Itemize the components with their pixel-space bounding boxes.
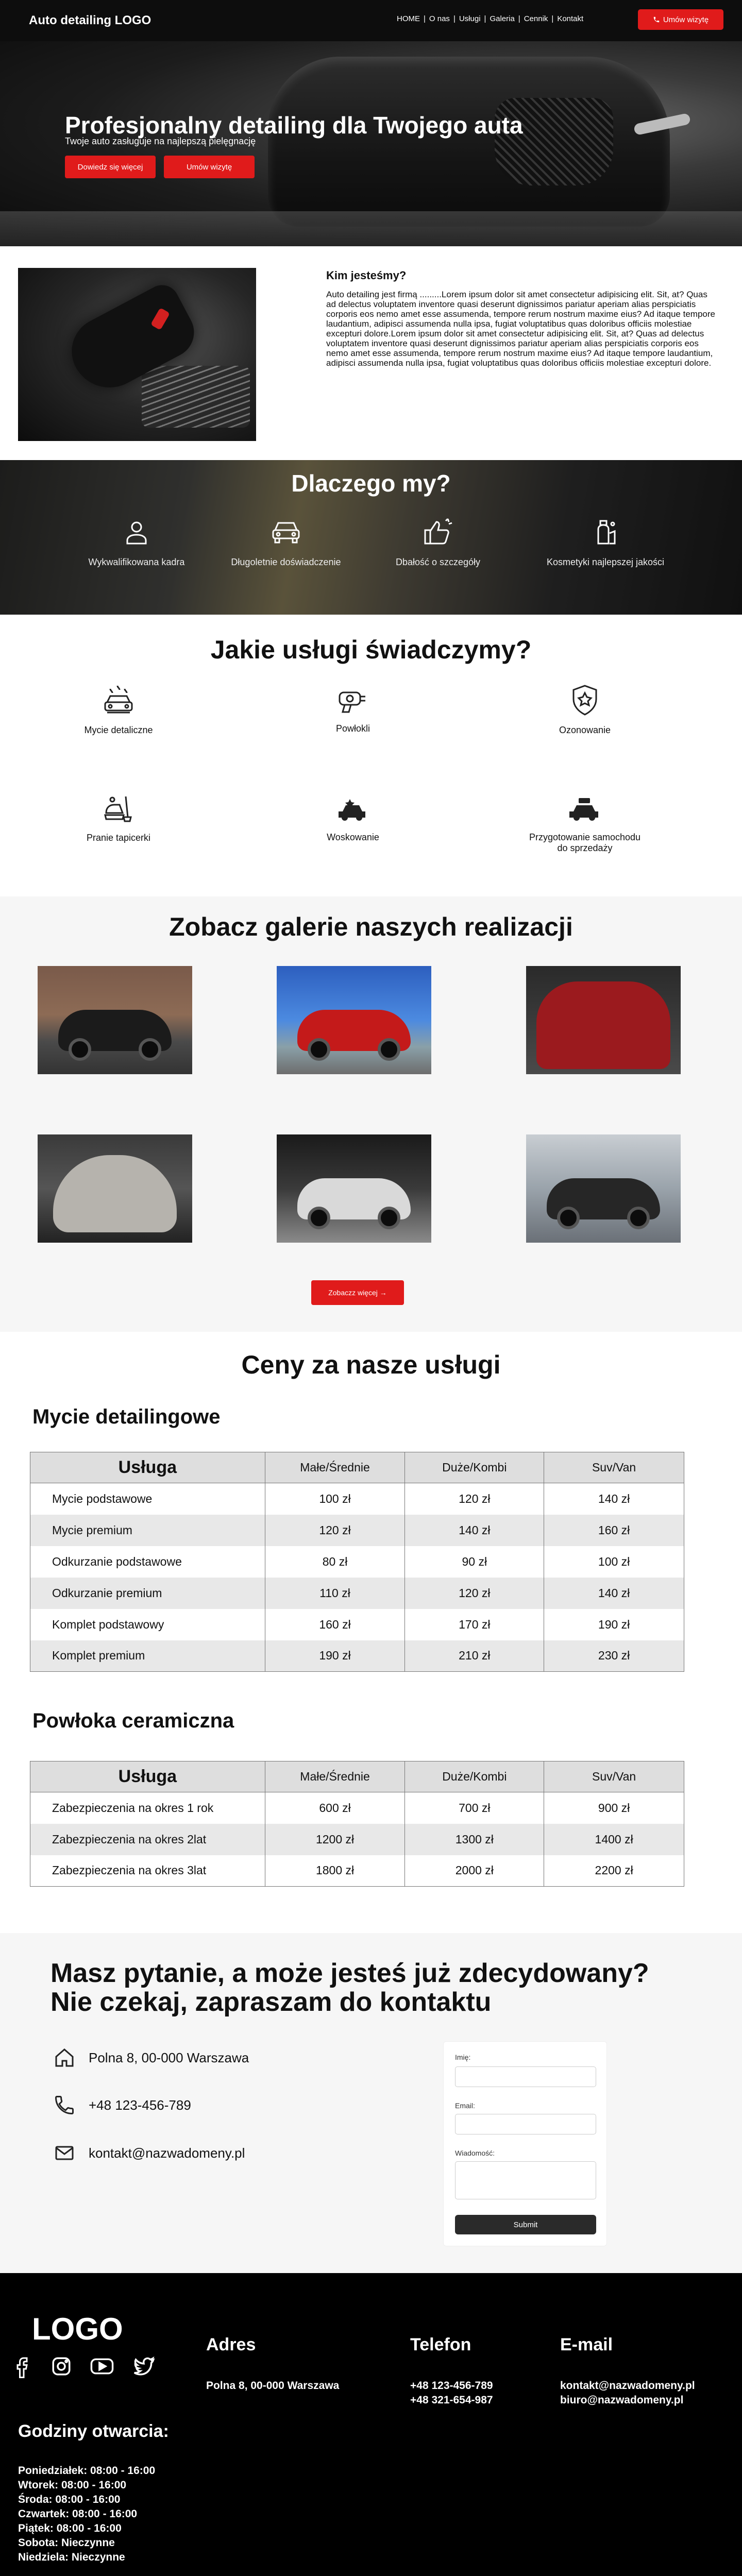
service-item: [523, 796, 647, 854]
table-header: Suv/Van: [544, 1452, 684, 1483]
table-cell: Odkurzanie podstawowe: [30, 1546, 265, 1578]
ozone-shield-icon: [569, 683, 601, 718]
prices-title: Ceny za nasze usługi: [241, 1350, 501, 1379]
gallery-car-wheel: [308, 1207, 330, 1229]
table-cell: 900 zł: [544, 1792, 684, 1824]
navbar: [0, 0, 742, 41]
car-wash-icon: [100, 683, 137, 718]
gallery-section: [0, 896, 742, 1332]
table-header-row: [30, 1452, 684, 1483]
table-cell: 90 zł: [405, 1546, 544, 1578]
hero-subtitle: Twoje auto zasługuje na najlepszą pielęgnację: [65, 136, 256, 146]
gallery-car-wheel: [378, 1038, 400, 1061]
nav-separator: |: [551, 14, 554, 23]
hours-row: Czwartek: 08:00 - 16:00: [18, 2508, 138, 2520]
about-image: [18, 268, 256, 441]
person-icon: [122, 518, 151, 547]
table-cell: 110 zł: [265, 1578, 405, 1609]
contact-email-text[interactable]: kontakt@nazwadomeny.pl: [89, 2145, 245, 2161]
why-feature-label: Kosmetyki najlepszej jakości: [546, 557, 665, 567]
service-label: Powłokli: [335, 723, 370, 734]
table-cell: 140 zł: [544, 1578, 684, 1609]
hours-row: Niedziela: Nieczynne: [18, 2551, 125, 2563]
gallery-car: [536, 981, 670, 1069]
why-us-title: Dlaczego my?: [291, 470, 451, 497]
table-header: Usługa: [30, 1452, 265, 1483]
table-cell: 1200 zł: [265, 1824, 405, 1855]
hours-row: Sobota: Nieczynne: [18, 2537, 115, 2549]
table-cell: 190 zł: [265, 1640, 405, 1672]
why-feature-label: Długoletnie doświadczenie: [231, 557, 341, 567]
site-logo[interactable]: Auto detailing LOGO: [29, 13, 151, 27]
phone-icon: [653, 16, 660, 23]
gallery-car-wheel: [557, 1207, 580, 1229]
table-cell: 140 zł: [544, 1483, 684, 1515]
gallery-car-wheel: [139, 1038, 161, 1061]
table-row: [30, 1855, 684, 1887]
service-item: [57, 792, 180, 843]
footer-emails: [560, 2379, 695, 2408]
footer-phones: [410, 2379, 493, 2408]
form-message-textarea[interactable]: [455, 2161, 596, 2199]
why-feature-label: Wykwalifikowana kadra: [88, 557, 185, 567]
gallery-car-wheel: [378, 1207, 400, 1229]
form-name-label: Imię:: [455, 2053, 471, 2061]
gallery-car-wheel: [308, 1038, 330, 1061]
twitter-icon[interactable]: [132, 2355, 157, 2377]
why-feature: [209, 518, 363, 568]
car-icon: [270, 518, 302, 547]
table-cell: 120 zł: [265, 1515, 405, 1546]
hero-section: [0, 41, 742, 246]
gallery-photo[interactable]: [526, 1134, 681, 1243]
ceramic-price-table: [30, 1761, 684, 1887]
mail-icon: [53, 2142, 76, 2164]
table-cell: 160 zł: [544, 1515, 684, 1546]
service-item: [291, 686, 415, 734]
nav-link-about[interactable]: O nas: [429, 14, 450, 23]
table-header-row: [30, 1761, 684, 1792]
table-row: [30, 1578, 684, 1609]
table-cell: 1400 zł: [544, 1824, 684, 1855]
detailing-prices-title: Mycie detailingowe: [32, 1405, 221, 1428]
table-cell: 80 zł: [265, 1546, 405, 1578]
table-header: Małe/Średnie: [265, 1452, 405, 1483]
table-row: [30, 1824, 684, 1855]
form-email-input[interactable]: [455, 2114, 596, 2134]
table-cell: 1800 zł: [265, 1855, 405, 1887]
footer-phone[interactable]: +48 321-654-987: [410, 2394, 493, 2406]
table-row: [30, 1792, 684, 1824]
contact-email: [53, 2142, 245, 2164]
social-links: [14, 2355, 157, 2379]
table-cell: Zabezpieczenia na okres 3lat: [30, 1855, 265, 1887]
contact-phone-text[interactable]: +48 123-456-789: [89, 2097, 191, 2113]
gallery-photo[interactable]: [526, 966, 681, 1074]
cosmetics-bottle-icon: [591, 518, 620, 547]
why-feature-label: Dbałość o szczegóły: [395, 557, 481, 567]
form-submit-button[interactable]: Submit: [455, 2215, 596, 2234]
table-cell: Zabezpieczenia na okres 2lat: [30, 1824, 265, 1855]
table-cell: 190 zł: [544, 1609, 684, 1640]
service-item: [523, 683, 647, 736]
nav-link-home[interactable]: HOME: [397, 14, 420, 23]
contact-section: [0, 1933, 742, 2273]
contact-form: [443, 2041, 607, 2246]
hero-learn-more-button[interactable]: Dowiedz się więcej: [65, 156, 156, 178]
table-header: Małe/Średnie: [265, 1761, 405, 1792]
nav-separator: |: [484, 14, 486, 23]
table-cell: 600 zł: [265, 1792, 405, 1824]
ceramic-prices-title: Powłoka ceramiczna: [32, 1709, 234, 1732]
nav-link-prices[interactable]: Cennik: [524, 14, 548, 23]
table-header: Suv/Van: [544, 1761, 684, 1792]
youtube-icon[interactable]: [90, 2355, 114, 2377]
table-cell: Mycie podstawowe: [30, 1483, 265, 1515]
table-cell: Mycie premium: [30, 1515, 265, 1546]
about-text: Auto detailing jest firmą .........Lorem ipsum dolor sit amet consectetur adipisicing elit. Sit, at? Quas ad delectus voluptatem inventore quasi deserunt dignissimos pariatur aperiam alias perspiciatis corporis eos nemo amet esse assumenda, tempore rerum nostrum maxime eius? Ad itaque tempore laudantium, adipisci assumenda nulla ipsa, fugiat voluptatibus quas doloribus officiis molestiae excepturi dolore.Lorem ipsum dolor sit amet consectetur adipisicing elit. Sit, at? Quas ad delectus voluptatem inventore quasi deserunt dignissimos pariatur aperiam alias perspiciatis corporis eos nemo amet esse assumenda, tempore rerum nostrum maxime eius? Ad itaque tempore laudantium, adipisci assumenda nulla ipsa, fugiat voluptatibus quas doloribus officiis molestiae excepturi dolore.: [326, 290, 715, 368]
instagram-icon[interactable]: [50, 2355, 72, 2377]
why-feature: [361, 518, 515, 568]
hours-row: Wtorek: 08:00 - 16:00: [18, 2479, 127, 2491]
table-cell: Zabezpieczenia na okres 1 rok: [30, 1792, 265, 1824]
table-row: [30, 1640, 684, 1672]
thumbs-up-icon: [422, 518, 454, 547]
footer-address: Polna 8, 00-000 Warszawa: [206, 2380, 340, 2392]
table-cell: 700 zł: [405, 1792, 544, 1824]
contact-address-text: Polna 8, 00-000 Warszawa: [89, 2049, 249, 2065]
gallery-more-button[interactable]: Zobaczz więcej →: [311, 1280, 404, 1305]
facebook-icon[interactable]: [14, 2355, 33, 2379]
nav-separator: |: [453, 14, 456, 23]
footer-address-title: Adres: [206, 2335, 256, 2354]
footer-hours-title: Godziny otwarcia:: [18, 2421, 169, 2441]
form-name-input[interactable]: [455, 2066, 596, 2087]
table-cell: 2200 zł: [544, 1855, 684, 1887]
service-label: Mycie detaliczne: [84, 725, 153, 735]
gallery-title: Zobacz galerie naszych realizacji: [169, 912, 573, 941]
home-icon: [53, 2046, 76, 2069]
nav-link-gallery[interactable]: Galeria: [490, 14, 515, 23]
gallery-photo[interactable]: [277, 966, 431, 1074]
gallery-photo[interactable]: [277, 1134, 431, 1243]
upholstery-icon: [100, 792, 137, 825]
services-title: Jakie usługi świadczymy?: [210, 635, 532, 664]
footer: [0, 2273, 742, 2576]
coating-gun-icon: [334, 686, 372, 716]
table-cell: 160 zł: [265, 1609, 405, 1640]
hours-row: Piątek: 08:00 - 16:00: [18, 2522, 122, 2534]
service-label: Przygotowanie samochodu do sprzedaży: [529, 832, 641, 853]
table-cell: 170 zł: [405, 1609, 544, 1640]
table-cell: Komplet premium: [30, 1640, 265, 1672]
gallery-car-wheel: [69, 1038, 91, 1061]
nav-links: [397, 14, 583, 23]
footer-email-title: E-mail: [560, 2335, 613, 2354]
contact-title: Masz pytanie, a może jesteś już zdecydowany? Nie czekaj, zapraszam do kontaktu: [50, 1958, 649, 2017]
contact-phone: [53, 2094, 191, 2116]
footer-phone-title: Telefon: [410, 2335, 471, 2354]
hours-row: Środa: 08:00 - 16:00: [18, 2494, 121, 2505]
service-label: Pranie tapicerki: [86, 833, 151, 843]
form-message-label: Wiadomość:: [455, 2149, 495, 2157]
table-cell: 210 zł: [405, 1640, 544, 1672]
hero-book-button[interactable]: Umów wizytę: [164, 156, 255, 178]
form-email-label: Email:: [455, 2102, 475, 2110]
table-row: [30, 1515, 684, 1546]
why-feature: [59, 518, 214, 568]
nav-link-contact[interactable]: Kontakt: [557, 14, 584, 23]
why-feature: [528, 518, 683, 568]
nav-separator: |: [518, 14, 520, 23]
table-cell: 120 zł: [405, 1578, 544, 1609]
table-cell: 230 zł: [544, 1640, 684, 1672]
detailing-price-table: [30, 1452, 684, 1672]
table-row: [30, 1483, 684, 1515]
table-cell: Odkurzanie premium: [30, 1578, 265, 1609]
table-header: Duże/Kombi: [405, 1761, 544, 1792]
gallery-car-wheel: [627, 1207, 650, 1229]
table-cell: 100 zł: [544, 1546, 684, 1578]
table-cell: 140 zł: [405, 1515, 544, 1546]
gallery-photo[interactable]: [38, 1134, 192, 1243]
gallery-car: [53, 1155, 177, 1232]
contact-address: [53, 2046, 249, 2069]
footer-logo[interactable]: LOGO: [32, 2312, 123, 2346]
nav-book-label: Umów wizytę: [663, 15, 709, 24]
about-title: Kim jesteśmy?: [326, 269, 407, 282]
gallery-photo[interactable]: [38, 966, 192, 1074]
hours-row: Poniedziałek: 08:00 - 16:00: [18, 2465, 156, 2477]
table-cell: 120 zł: [405, 1483, 544, 1515]
footer-email[interactable]: biuro@nazwadomeny.pl: [560, 2394, 684, 2406]
table-cell: Komplet podstawowy: [30, 1609, 265, 1640]
hero-floor: [0, 211, 742, 246]
hero-title: Profesjonalny detailing dla Twojego auta: [65, 112, 523, 139]
nav-separator: |: [424, 14, 426, 23]
nav-book-button[interactable]: [638, 9, 723, 30]
waxing-car-icon: [334, 796, 372, 825]
service-item: [291, 796, 415, 843]
about-image-vents: [142, 366, 250, 428]
service-label: Woskowanie: [327, 832, 379, 842]
table-cell: 100 zł: [265, 1483, 405, 1515]
table-row: [30, 1609, 684, 1640]
table-cell: 2000 zł: [405, 1855, 544, 1887]
service-item: [57, 683, 180, 736]
footer-email[interactable]: kontakt@nazwadomeny.pl: [560, 2380, 695, 2392]
table-row: [30, 1546, 684, 1578]
footer-hours: [18, 2464, 155, 2565]
nav-link-services[interactable]: Usługi: [459, 14, 481, 23]
table-header: Duże/Kombi: [405, 1452, 544, 1483]
table-cell: 1300 zł: [405, 1824, 544, 1855]
why-us-section: [0, 460, 742, 615]
footer-phone[interactable]: +48 123-456-789: [410, 2380, 493, 2392]
service-label: Ozonowanie: [559, 725, 611, 735]
sale-car-icon: [566, 796, 603, 825]
phone-icon: [53, 2094, 76, 2116]
table-header: Usługa: [30, 1761, 265, 1792]
